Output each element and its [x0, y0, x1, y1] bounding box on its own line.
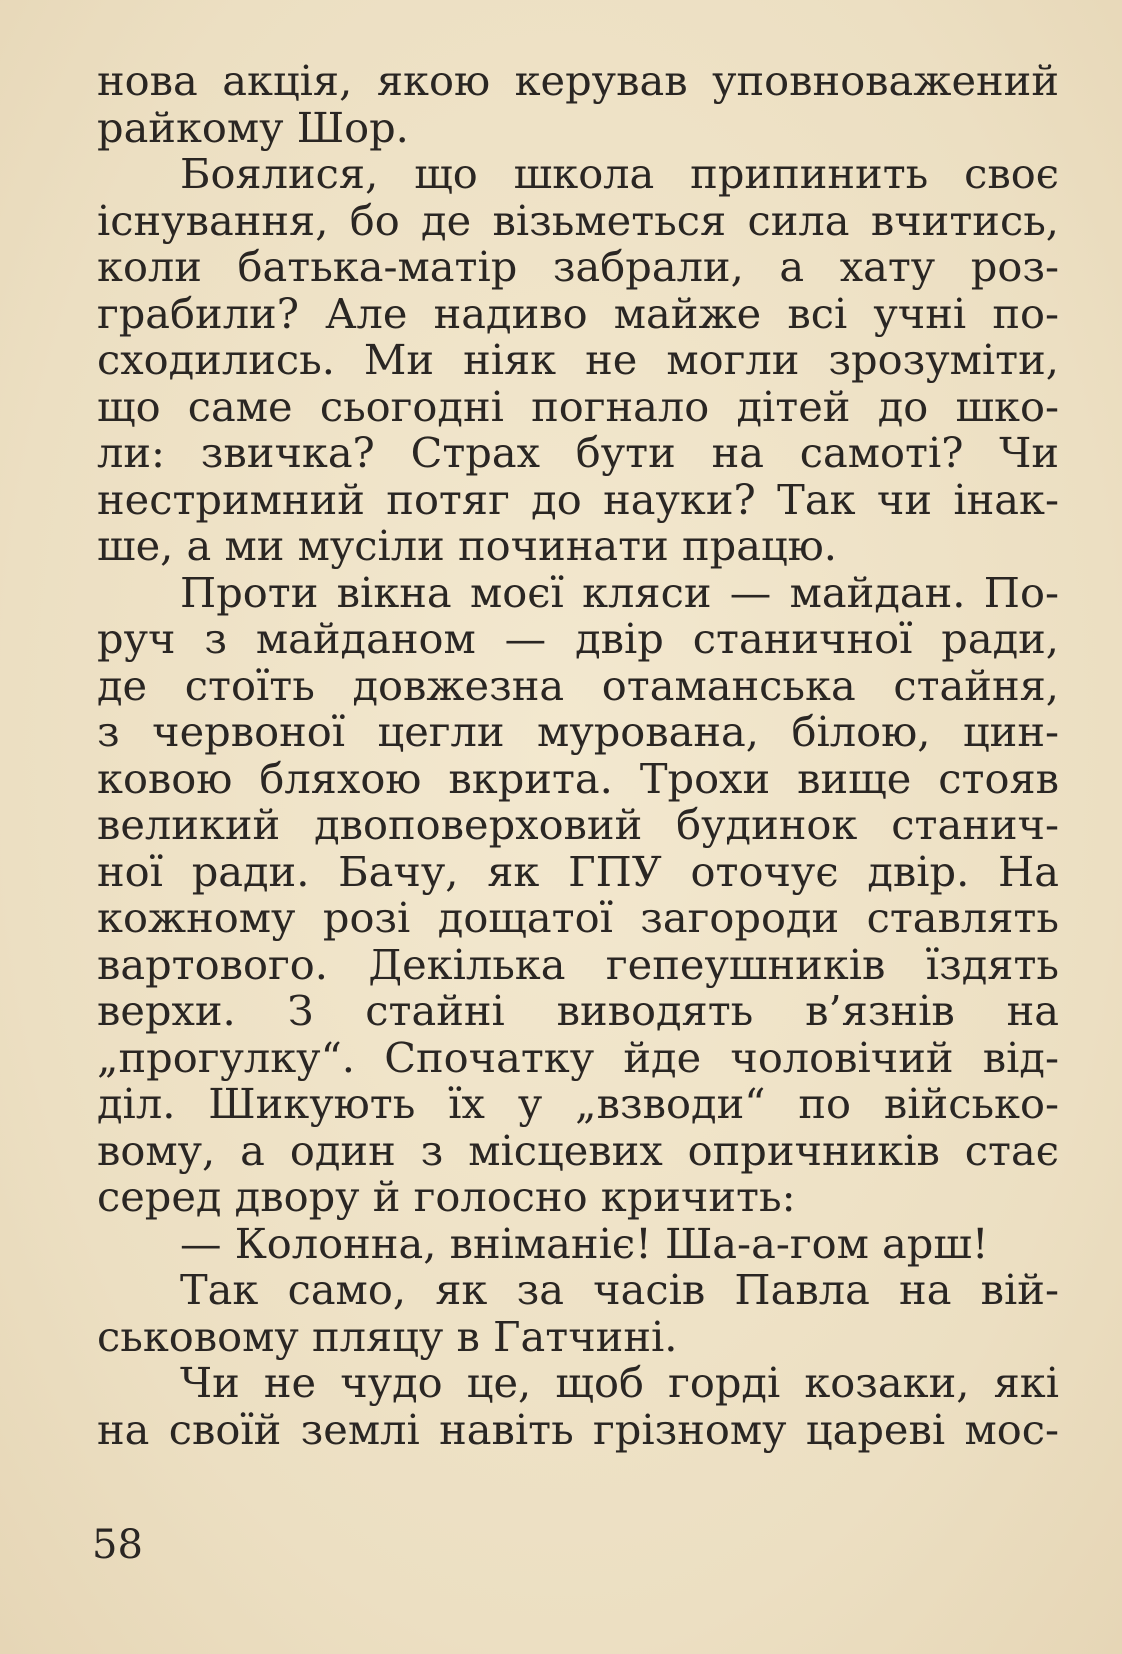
text-line: ковою бляхою вкрита. Трохи вище стояв	[97, 753, 1059, 803]
page-number: 58	[92, 1522, 143, 1568]
text-line: з червоної цегли мурована, білою, цин-	[97, 707, 1059, 756]
text-line: верхи. З стайні виводять в’язнів на	[97, 986, 1059, 1035]
text-line: вому, а один з місцевих опричників стає	[97, 1125, 1059, 1175]
text-line: ної ради. Бачу, як ГПУ оточує двір. На	[97, 846, 1059, 896]
text-line: Проти вікна моєї кляси — майдан. По-	[180, 567, 1059, 617]
text-line: на своїй землі навіть грізному цареві мос-	[97, 1404, 1059, 1454]
text-line: — Колонна, вніманіє! Ша-а-гом арш!	[180, 1218, 989, 1268]
text-line: ськовому пляцу в Гатчині.	[97, 1311, 678, 1361]
text-line: ли: звичка? Страх бути на самоті? Чи	[97, 428, 1059, 477]
text-line: Чи не чудо це, щоб горді козаки, які	[180, 1358, 1059, 1407]
text-line: руч з майданом — двір станичної ради,	[97, 614, 1059, 663]
text-line: сходились. Ми ніяк не могли зрозуміти,	[97, 335, 1059, 384]
text-line: де стоїть довжезна отаманська стайня,	[97, 660, 1059, 710]
text-line: Так само, як за часів Павла на вій-	[180, 1265, 1059, 1314]
text-line: нестримний потяг до науки? Так чи інак-	[97, 474, 1059, 524]
text-line: райкому Шор.	[97, 102, 409, 152]
text-line: нова акція, якою керував уповноважений	[97, 56, 1059, 105]
text-line: діл. Шикують їх у „взводи“ по військо-	[97, 1079, 1059, 1128]
text-line: великий двоповерховий будинок станич-	[97, 800, 1059, 849]
text-line: Боялися, що школа припинить своє	[180, 149, 1059, 198]
text-line: ше, а ми мусіли починати працю.	[97, 521, 837, 570]
text-line: серед двору й голосно кричить:	[97, 1172, 796, 1221]
text-line: грабили? Але надиво майже всі учні по-	[97, 288, 1059, 338]
text-line: що саме сьогодні погнало дітей до шко-	[97, 381, 1059, 431]
text-line: існування, бо де візьметься сила вчитись,	[97, 195, 1059, 245]
text-line: вартового. Декілька гепеушників їздять	[97, 939, 1059, 989]
page-text	[97, 58, 1059, 1453]
text-line: коли батька-матір забрали, а хату роз-	[97, 242, 1059, 291]
text-line: „прогулку“. Спочатку йде чоловічий від-	[97, 1032, 1059, 1082]
text-line: кожному розі дощатої загороди ставлять	[97, 893, 1059, 942]
